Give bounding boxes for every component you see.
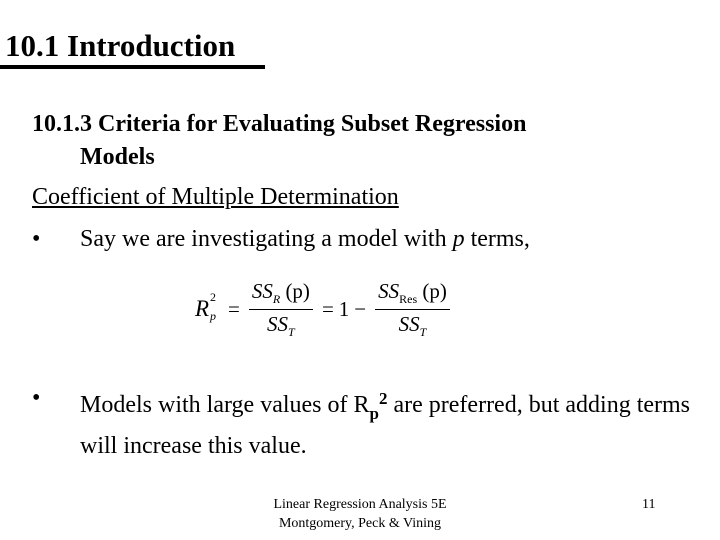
title-underline bbox=[0, 65, 265, 69]
bullet-item-2 bbox=[32, 382, 692, 463]
formula-fraction-1-denominator: $SS_T$ bbox=[267, 311, 295, 339]
formula-minus: − bbox=[354, 296, 367, 321]
bullet-text-1: Say we are investigating a model with p terms, bbox=[80, 226, 530, 252]
formula-equals-1: = bbox=[228, 296, 240, 321]
bullet-text-2: Models with large values of $R_p^2$ are preferred, but adding terms will increase this value. bbox=[80, 389, 691, 459]
slide-title: 10.1 Introduction bbox=[5, 28, 236, 63]
r-squared-formula bbox=[195, 274, 495, 344]
page-number: 11 bbox=[642, 497, 656, 512]
footer-credit bbox=[260, 495, 460, 533]
section-heading-line1: 10.1.3 Criteria for Evaluating Subset Regression bbox=[32, 111, 527, 137]
formula-lhs: R 2 p bbox=[195, 290, 216, 323]
formula-equals-2: = bbox=[321, 296, 334, 321]
footer-line-1: Linear Regression Analysis 5E bbox=[273, 497, 447, 512]
formula-fraction-2-numerator: $SS_{Res}$ (p) bbox=[375, 279, 450, 310]
footer-line-2: Montgomery, Peck & Vining bbox=[278, 516, 442, 531]
formula-fraction-2-denominator: $SS_T$ bbox=[398, 311, 427, 339]
formula-fraction-2 bbox=[375, 279, 450, 340]
formula-fraction-1-numerator: $SS_R$ (p) bbox=[249, 279, 313, 310]
section-heading-line2: Models bbox=[80, 144, 155, 170]
formula-one: 1 bbox=[338, 296, 350, 321]
formula-fraction-1 bbox=[249, 279, 313, 340]
bullet-icon: • bbox=[32, 385, 41, 411]
bullet-item-1 bbox=[32, 223, 692, 256]
bullet-icon: • bbox=[32, 226, 41, 252]
subheading: Coefficient of Multiple Determination bbox=[32, 184, 399, 210]
section-heading bbox=[32, 108, 672, 174]
